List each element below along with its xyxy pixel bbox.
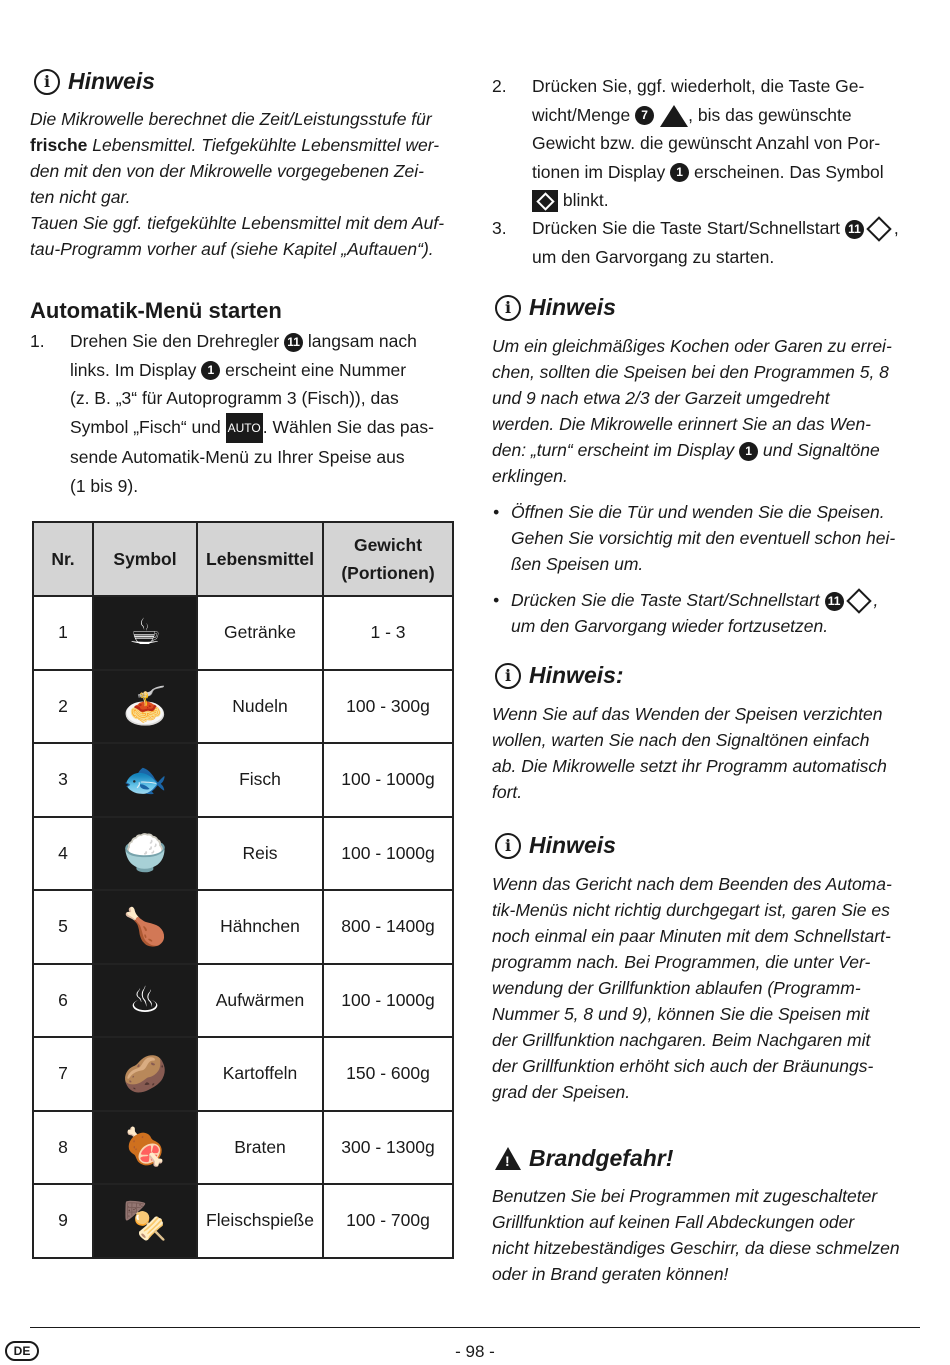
row-nr: 2 — [33, 670, 93, 744]
pasta-icon: 🍝 — [122, 686, 168, 728]
info-icon: i — [495, 295, 521, 321]
row-food: Aufwärmen — [197, 964, 323, 1038]
row-weight: 300 - 1300g — [323, 1111, 453, 1185]
auto-symbol: AUTO — [226, 413, 263, 444]
display-badge: 1 — [201, 361, 220, 380]
warning-icon — [495, 1147, 521, 1170]
table-row — [33, 964, 453, 1038]
display-badge: 1 — [739, 442, 758, 461]
row-weight: 100 - 1000g — [323, 964, 453, 1038]
start-badge: 11 — [825, 592, 844, 611]
row-food: Fleischspieße — [197, 1184, 323, 1258]
info-icon: i — [495, 663, 521, 689]
start-diamond-icon — [866, 217, 891, 242]
row-food: Braten — [197, 1111, 323, 1185]
row-weight: 100 - 1000g — [323, 817, 453, 891]
row-weight: 800 - 1400g — [323, 890, 453, 964]
hint-heading — [34, 68, 155, 95]
pot-icon: ♨ — [128, 979, 162, 1021]
fish-icon: 🐟 — [122, 759, 168, 801]
row-weight: 150 - 600g — [323, 1037, 453, 1111]
row-food: Hähnchen — [197, 890, 323, 964]
step-number: 3. — [492, 218, 507, 238]
hint-text: Wenn das Gericht nach dem Beenden des Automa- tik-Menüs nicht richtig durchgegart ist, garen Sie es noch einmal ein paar Minuten mit dem Schnellstart- programm nach. Bei Programmen, die unter Ver- wendung der Grillfunktion ablaufen (Programm- Nummer 5, 8 und 9), können Sie die Speisen mit der Grillfunktion nachgaren. Beim Nachgaren mit der Grillfunktion erhöht sich auch der Bräunungs- grad der Speisen. — [492, 874, 892, 1102]
start-badge: 11 — [845, 220, 864, 239]
weight-menu-badge: 7 — [635, 106, 654, 125]
table-row — [33, 1184, 453, 1258]
col-food: Lebensmittel — [197, 522, 323, 596]
row-weight: 1 - 3 — [323, 596, 453, 670]
step-number: 2. — [492, 76, 507, 96]
control-knob-badge: 11 — [284, 333, 303, 352]
row-weight: 100 - 300g — [323, 670, 453, 744]
info-icon: i — [495, 833, 521, 859]
bullet-item: • Drücken Sie die Taste Start/Schnellstart 11 , um den Garvorgang wieder fortzusetzen. — [493, 590, 879, 636]
table-row — [33, 596, 453, 670]
rice-bowl-icon: 🍚 — [122, 833, 168, 875]
potato-icon: 🥔 — [122, 1053, 168, 1095]
row-symbol — [93, 817, 197, 891]
hint-heading: i Hinweis — [495, 832, 616, 859]
auto-menu-table — [32, 521, 454, 1259]
step-number: 1. — [30, 331, 45, 351]
cup-icon: ☕ — [128, 612, 162, 654]
page-number: - 98 - — [455, 1342, 495, 1361]
row-symbol — [93, 1184, 197, 1258]
row-food: Nudeln — [197, 670, 323, 744]
table-row — [33, 1111, 453, 1185]
table-row — [33, 817, 453, 891]
col-weight: Gewicht (Portionen) — [323, 522, 453, 596]
bullet-item: • Öffnen Sie die Tür und wenden Sie die Speisen. Gehen Sie vorsichtig mit den eventuell schon hei- ßen Speisen um. — [493, 502, 896, 574]
roast-icon: 🍖 — [122, 1127, 168, 1169]
footer-rule — [30, 1327, 920, 1328]
weight-icon — [660, 105, 688, 127]
row-food: Kartoffeln — [197, 1037, 323, 1111]
row-symbol — [93, 596, 197, 670]
col-nr: Nr. — [33, 522, 93, 596]
hint-text: Um ein gleichmäßiges Kochen oder Garen zu errei- chen, sollten die Speisen bei den Programmen 5, 8 und 9 nach etwa 2/3 der Garzeit umgedreht werden. Die Mikrowelle erinnert Sie an das Wen- den: „turn“ erscheint im Display 1 und Signaltöne erklingen. — [492, 336, 892, 486]
row-symbol — [93, 890, 197, 964]
info-icon: i — [34, 69, 60, 95]
row-weight: 100 - 700g — [323, 1184, 453, 1258]
start-symbol-icon — [532, 190, 558, 212]
row-food: Fisch — [197, 743, 323, 817]
row-nr: 5 — [33, 890, 93, 964]
chicken-icon: 🍗 — [122, 906, 168, 948]
language-badge: DE — [5, 1341, 39, 1361]
step-3-text: Drücken Sie die Taste Start/Schnellstart 11 , um den Garvorgang zu starten. — [532, 218, 899, 267]
row-symbol — [93, 1037, 197, 1111]
table-row — [33, 743, 453, 817]
row-nr: 8 — [33, 1111, 93, 1185]
row-nr: 4 — [33, 817, 93, 891]
table-row — [33, 890, 453, 964]
section-title: Automatik-Menü starten — [30, 298, 282, 323]
col-symbol: Symbol — [93, 522, 197, 596]
start-diamond-icon — [846, 589, 871, 614]
warning-text: Benutzen Sie bei Programmen mit zugeschalteter Grillfunktion auf keinen Fall Abdeckungen oder nicht hitzebeständiges Geschirr, da diese schmelzen oder in Brand geraten können! — [492, 1186, 900, 1284]
table-row — [33, 1037, 453, 1111]
hint-text: Die Mikrowelle berechnet die Zeit/Leistungsstufe für frische Lebensmittel. Tiefgekühlte Lebensmittel wer- den mit den von der Mikrowelle vorgegebenen Zei- ten nicht gar. Tauen Sie ggf. tiefgekühlte Lebensmittel mit dem Auf- tau-Programm vorher auf (siehe Kapitel „Auftauen“). — [30, 109, 445, 259]
warning-heading: ! Brandgefahr! — [495, 1145, 673, 1172]
hint-text: Wenn Sie auf das Wenden der Speisen verzichten wollen, warten Sie nach den Signaltönen einfach ab. Die Mikrowelle setzt ihr Programm automatisch fort. — [492, 704, 887, 802]
skewer-icon: 🍢 — [122, 1200, 168, 1242]
row-nr: 7 — [33, 1037, 93, 1111]
table-row — [33, 670, 453, 744]
row-nr: 1 — [33, 596, 93, 670]
hint-heading: i Hinweis: — [495, 662, 624, 689]
row-symbol — [93, 670, 197, 744]
hint-title: Hinweis — [68, 68, 155, 94]
step-1-text: Drehen Sie den Drehregler 11 langsam nach links. Im Display 1 erscheint eine Nummer (z. B. „3“ für Autoprogramm 3 (Fisch)), das Symbol „Fisch“ und AUTO . Wählen Sie das pas- sende Automatik-Menü zu Ihrer Speise aus (1 bis 9). — [70, 331, 434, 496]
row-food: Getränke — [197, 596, 323, 670]
row-weight: 100 - 1000g — [323, 743, 453, 817]
row-food: Reis — [197, 817, 323, 891]
row-nr: 9 — [33, 1184, 93, 1258]
row-nr: 6 — [33, 964, 93, 1038]
row-nr: 3 — [33, 743, 93, 817]
step-2-text: Drücken Sie, ggf. wiederholt, die Taste Ge- wicht/Menge 7 , bis das gewünschte Gewicht bzw. die gewünscht Anzahl von Por- tionen im Display 1 erscheinen. Das Symbol blinkt. — [532, 72, 922, 215]
hint-heading: i Hinweis — [495, 294, 616, 321]
row-symbol — [93, 1111, 197, 1185]
display-badge: 1 — [670, 163, 689, 182]
row-symbol — [93, 964, 197, 1038]
row-symbol — [93, 743, 197, 817]
